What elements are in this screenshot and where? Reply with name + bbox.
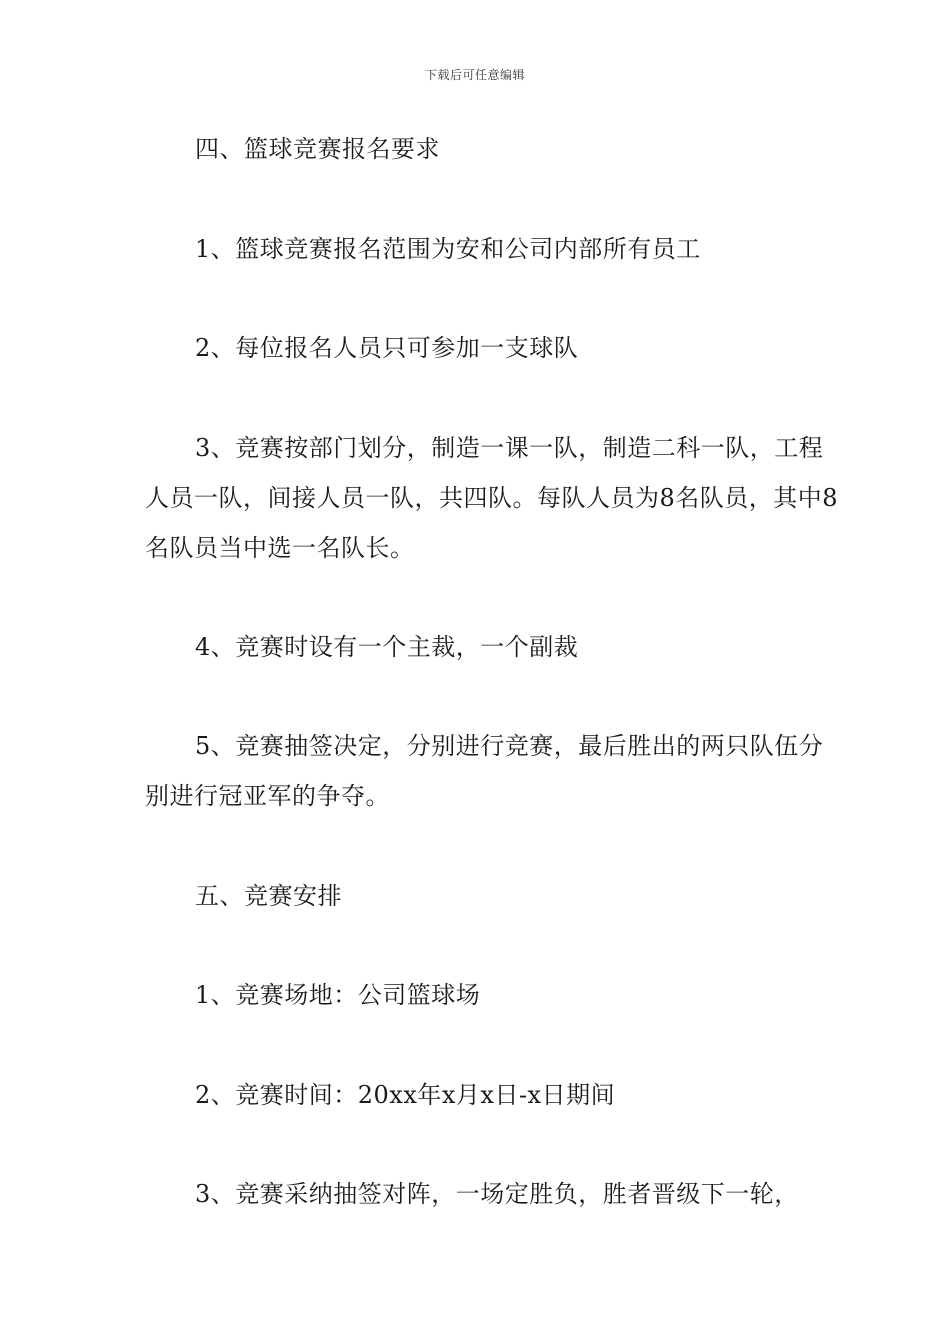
paragraph-format: 3、竞赛采纳抽签对阵，一场定胜负，胜者晋级下一轮，: [195, 1180, 799, 1208]
paragraph-venue: 1、竞赛场地：公司篮球场: [195, 981, 481, 1009]
page-header-note: 下载后可任意编辑: [424, 68, 525, 82]
paragraph-time: 2、竞赛时间：20xx年x月x日-x日期间: [195, 1081, 616, 1109]
paragraph-item-1: 1、篮球竞赛报名范围为安和公司内部所有员工: [195, 235, 701, 263]
paragraph-item-5: 5、竞赛抽签决定，分别进行竞赛，最后胜出的两只队伍分别进行冠亚军的争夺。: [145, 732, 824, 810]
section-heading-schedule: 五、竞赛安排: [195, 882, 342, 910]
paragraph-item-3: 3、竞赛按部门划分，制造一课一队，制造二科一队，工程人员一队，间接人员一队，共四队。每队人员为8名队员，其中8名队员当中选一名队长。: [145, 434, 839, 562]
section-heading-registration: 四、篮球竞赛报名要求: [195, 135, 440, 163]
paragraph-item-2: 2、每位报名人员只可参加一支球队: [195, 334, 579, 362]
paragraph-item-4: 4、竞赛时设有一个主裁，一个副裁: [195, 633, 579, 661]
